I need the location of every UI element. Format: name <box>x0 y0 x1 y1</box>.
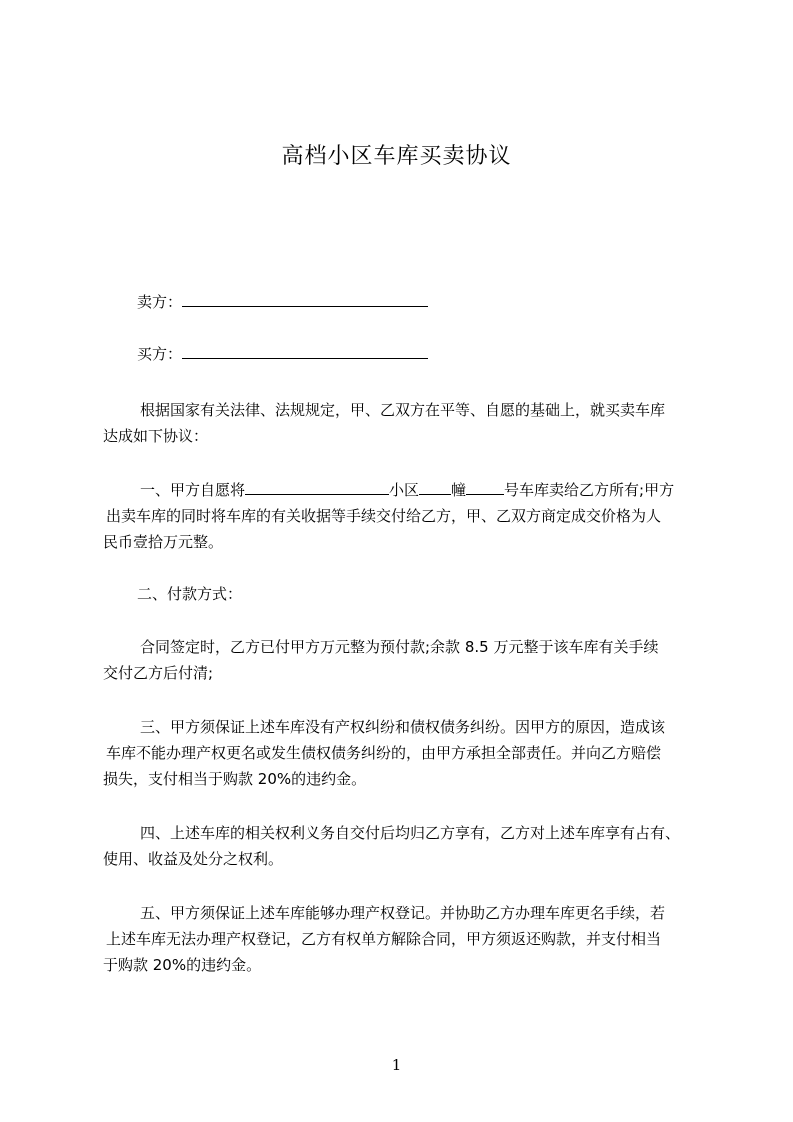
clause-5-line-3: 于购款 20%的违约金。 <box>103 956 262 974</box>
clause-1-text-a: 一、甲方自愿将 <box>140 481 246 499</box>
page-number: 1 <box>391 1056 402 1074</box>
clause-4-line-2: 使用、收益及处分之权利。 <box>103 850 284 868</box>
buyer-label: 买方： <box>137 345 183 363</box>
seller-line <box>137 290 428 314</box>
garage-number-blank <box>466 479 504 495</box>
clause-3-line-3: 损失，支付相当于购款 20%的违约金。 <box>103 770 367 788</box>
clause-1-line-3: 民币壹拾万元整。 <box>103 533 224 551</box>
buyer-line <box>137 342 428 366</box>
clause-5-line-2: 上述车库无法办理产权登记，乙方有权单方解除合同，甲方须返还购款，并支付相当 <box>106 930 662 948</box>
seller-label: 卖方： <box>137 293 183 311</box>
seller-blank <box>182 290 428 307</box>
intro-line-2: 达成如下协议： <box>103 427 209 445</box>
clause-1-text-c: 幢 <box>451 481 467 499</box>
payment-line-1: 合同签定时，乙方已付甲方万元整为预付款;余款 8.5 万元整于该车库有关手续 <box>140 638 659 656</box>
building-blank <box>419 479 451 495</box>
document-title: 高档小区车库买卖协议 <box>281 144 512 169</box>
clause-5 <box>103 900 703 978</box>
clause-1-text-d: 号车库卖给乙方所有;甲方 <box>504 481 675 499</box>
clause-3-line-2: 车库不能办理产权更名或发生债权债务纠纷的，由甲方承担全部责任。并向乙方赔偿 <box>106 744 662 762</box>
community-blank <box>245 479 389 495</box>
buyer-blank <box>182 342 428 359</box>
clause-2-heading: 二、付款方式： <box>137 585 243 603</box>
payment-line-2: 交付乙方后付清; <box>103 664 214 682</box>
clause-3 <box>103 714 703 792</box>
intro-line-1: 根据国家有关法律、法规规定，甲、乙双方在平等、自愿的基础上，就买卖车库 <box>140 401 666 419</box>
intro-paragraph <box>103 397 703 449</box>
clause-4-line-1: 四、上述车库的相关权利义务自交付后均归乙方享有，乙方对上述车库享有占有、 <box>140 824 681 842</box>
clause-1-line-2: 出卖车库的同时将车库的有关收据等手续交付给乙方，甲、乙双方商定成交价格为人 <box>106 507 662 525</box>
clause-5-line-1: 五、甲方须保证上述车库能够办理产权登记。并协助乙方办理车库更名手续，若 <box>140 904 666 922</box>
clause-3-line-1: 三、甲方须保证上述车库没有产权纠纷和债权债务纠纷。因甲方的原因，造成该 <box>140 718 666 736</box>
clause-1-text-b: 小区 <box>389 481 420 499</box>
clause-4 <box>103 820 703 872</box>
payment-paragraph <box>103 634 703 686</box>
clause-1-line-1 <box>103 477 703 503</box>
clause-1 <box>103 477 703 555</box>
